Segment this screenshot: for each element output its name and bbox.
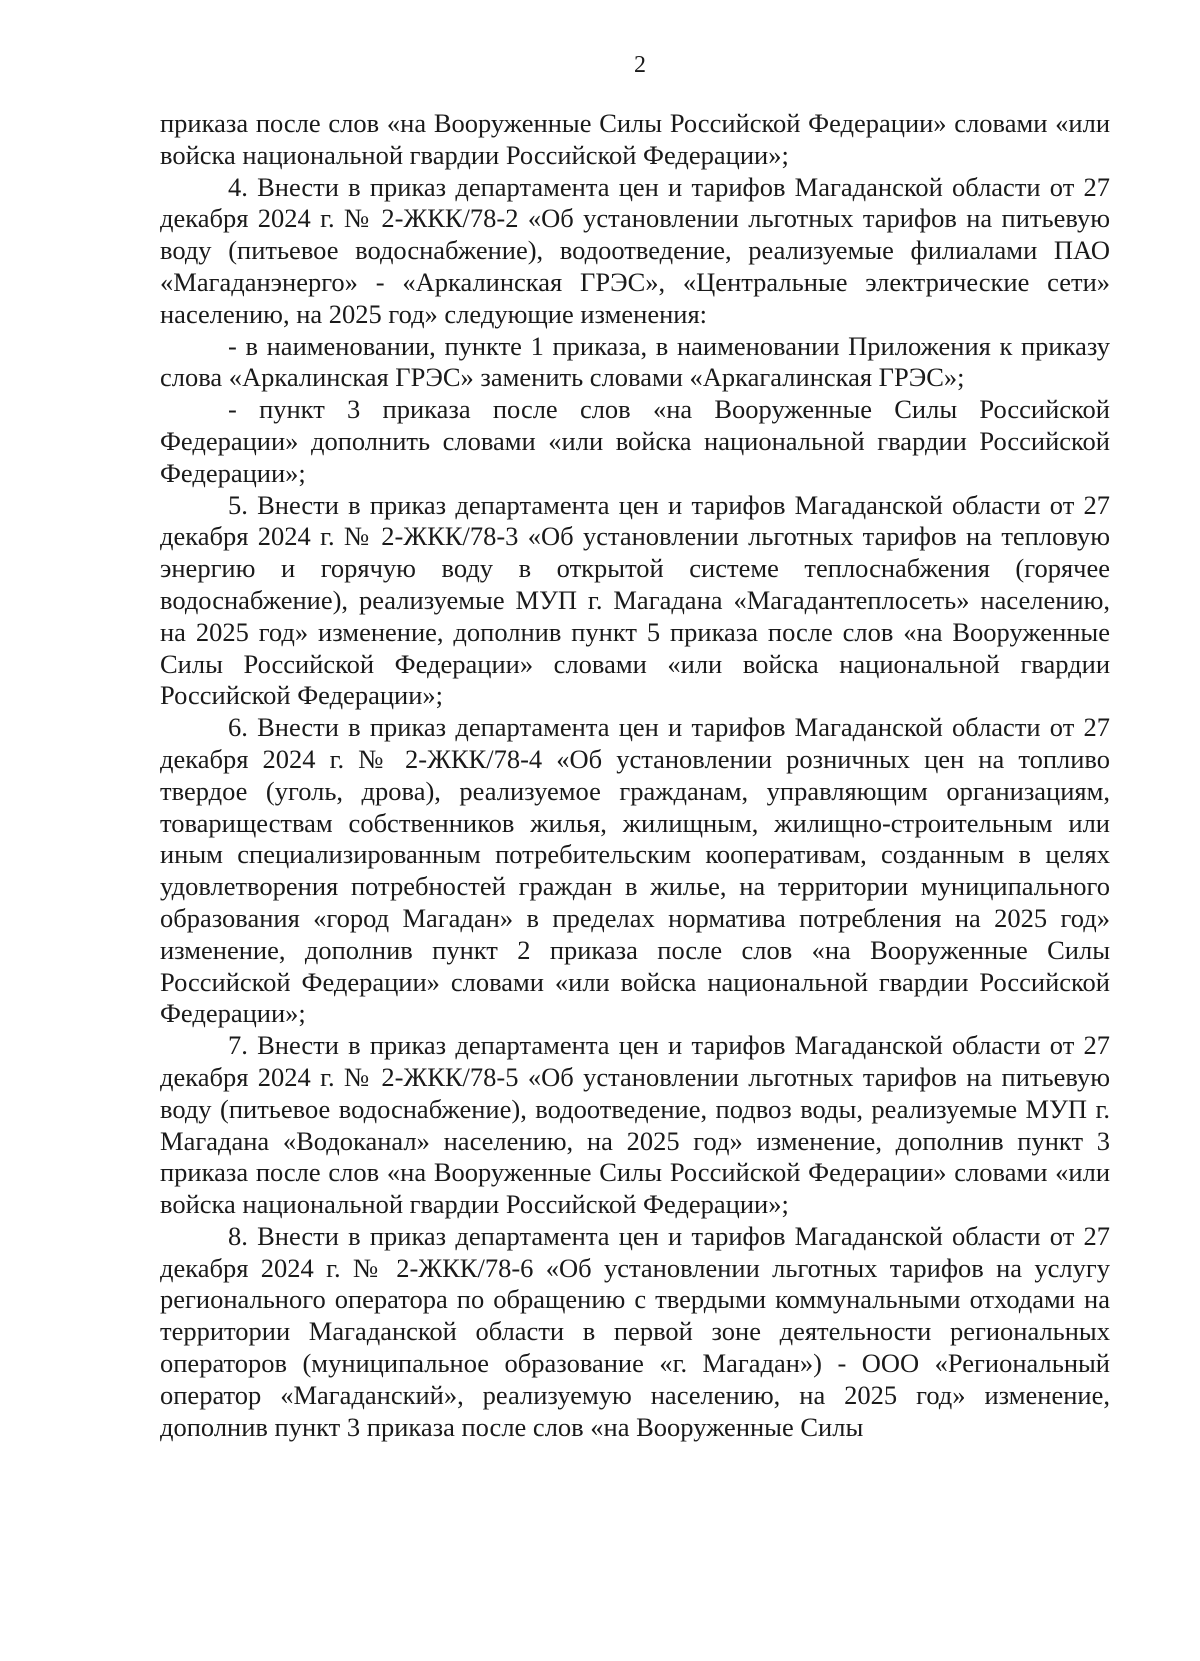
paragraph-subitem-rename: - в наименовании, пункте 1 приказа, в наименовании Приложения к приказу слова «Аркалинская ГРЭС» заменить словами «Аркагалинская ГРЭС»; — [160, 330, 1110, 393]
paragraph-subitem-point-3: - пункт 3 приказа после слов «на Вооруженные Силы Российской Федерации» дополнить словами «или войска национальной гвардии Российской Федерации»; — [160, 394, 1110, 488]
paragraph-item-8: 8. Внести в приказ департамента цен и тарифов Магаданской области от 27 декабря 2024 г. № 2-ЖКК/78-6 «Об установлении льготных тарифов на услугу регионального оператора по обращению с твердыми коммунальными отходами на территории Магаданской области в первой зоне деятельности региональных операторов (муниципальное образование «г. Магадан») - ООО «Региональный оператор «Магаданский», реализуемую населению, на 2025 год» изменение, дополнив пункт 3 приказа после слов «на Вооруженные Силы — [160, 1220, 1110, 1442]
paragraph-item-6: 6. Внести в приказ департамента цен и тарифов Магаданской области от 27 декабря 2024 г. № 2-ЖКК/78-4 «Об установлении розничных цен на топливо твердое (уголь, дрова), реализуемое гражданам, управляющим организациям, товариществам собственников жилья, жилищным, жилищно-строительным или иным специализированным потребительским кооперативам, созданным в целях удовлетворения потребностей граждан в жилье, на территории муниципального образования «город Магадан» в пределах норматива потребления на 2025 год» изменение, дополнив пункт 2 приказа после слов «на Вооруженные Силы Российской Федерации» словами «или войска национальной гвардии Российской Федерации»; — [160, 712, 1110, 1029]
page-number: 2 — [634, 52, 646, 78]
document-body — [160, 108, 1110, 1443]
paragraph-item-7: 7. Внести в приказ департамента цен и тарифов Магаданской области от 27 декабря 2024 г. № 2-ЖКК/78-5 «Об установлении льготных тарифов на питьевую воду (питьевое водоснабжение), водоотведение, подвоз воды, реализуемые МУП г. Магадана «Водоканал» населению, на 2025 год» изменение, дополнив пункт 3 приказа после слов «на Вооруженные Силы Российской Федерации» словами «или войска национальной гвардии Российской Федерации»; — [160, 1030, 1110, 1220]
paragraph-item-4: 4. Внести в приказ департамента цен и тарифов Магаданской области от 27 декабря 2024 г. № 2-ЖКК/78-2 «Об установлении льготных тарифов на питьевую воду (питьевое водоснабжение), водоотведение, реализуемые филиалами ПАО «Магаданэнерго» - «Аркалинская ГРЭС», «Центральные электрические сети» населению, на 2025 год» следующие изменения: — [160, 171, 1110, 329]
paragraph-continuation: приказа после слов «на Вооруженные Силы Российской Федерации» словами «или войска национальной гвардии Российской Федерации»; — [160, 108, 1110, 170]
paragraph-item-5: 5. Внести в приказ департамента цен и тарифов Магаданской области от 27 декабря 2024 г. № 2-ЖКК/78-3 «Об установлении льготных тарифов на тепловую энергию и горячую воду в открытой системе теплоснабжения (горячее водоснабжение), реализуемые МУП г. Магадана «Магадантеплосеть» населению, на 2025 год» изменение, дополнив пункт 5 приказа после слов «на Вооруженные Силы Российской Федерации» словами «или войска национальной гвардии Российской Федерации»; — [160, 489, 1110, 711]
